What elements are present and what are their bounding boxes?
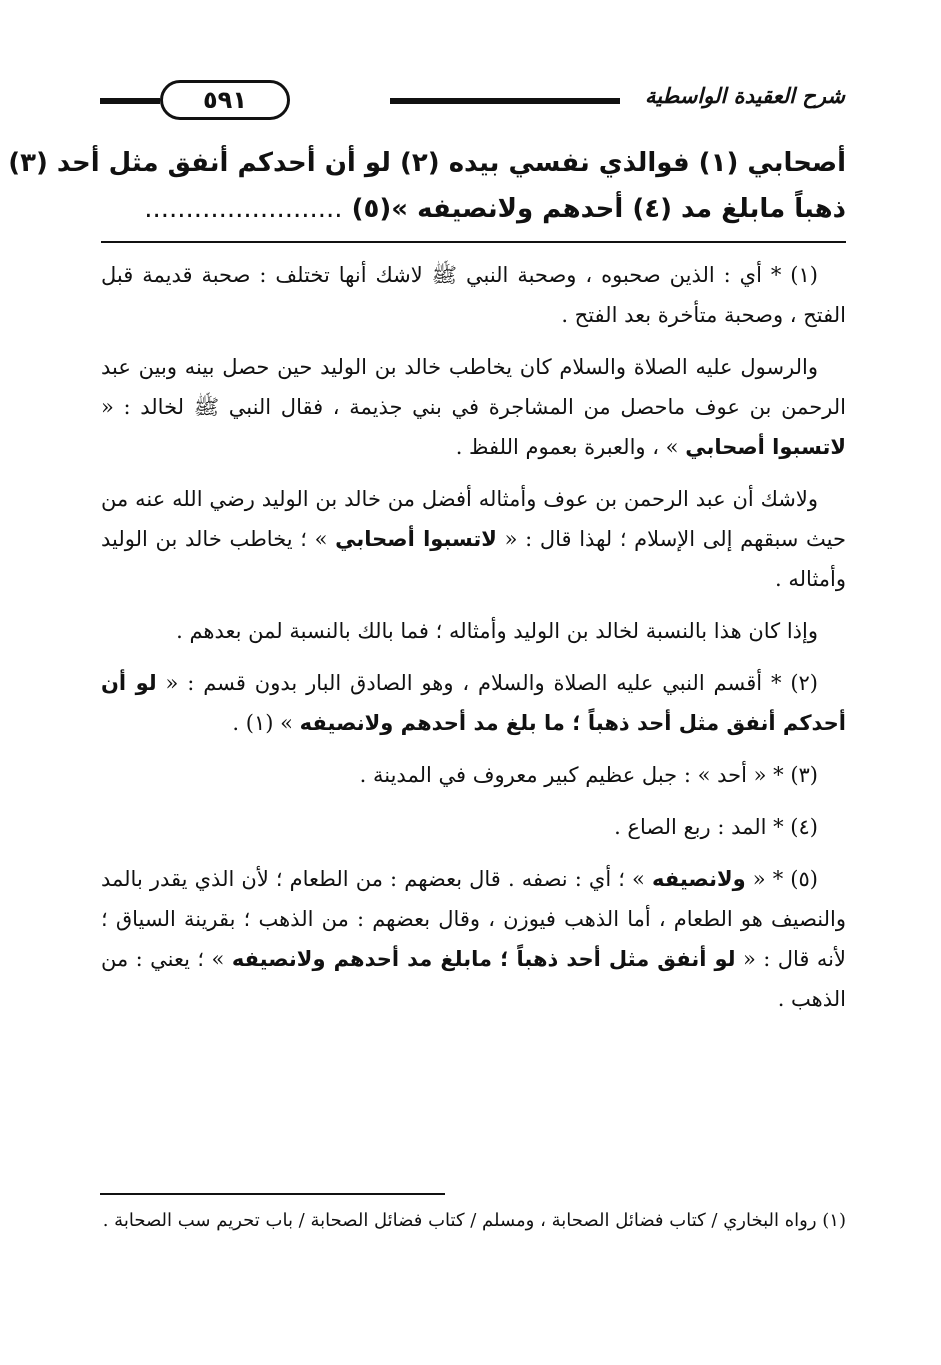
note-5-text-c: » ؛ يعني : من الذهب . <box>101 947 846 1011</box>
text-divider <box>101 241 846 243</box>
hadith-line-1: أصحابي (١) فوالذي نفسي بيده (٢) لو أن أحدكم أنفق مثل أحد (٣) <box>8 148 846 178</box>
note-5-quote-1: ولانصيفه <box>651 867 746 891</box>
paragraph-khalid <box>101 347 846 467</box>
footnote: (١) رواه البخاري / كتاب فضائل الصحابة ، ومسلم / كتاب فضائل الصحابة / باب تحريم سب الصحابة . <box>102 1210 846 1231</box>
running-title: شرح العقيدة الواسطية <box>644 84 845 108</box>
paragraph-khalid-quote: لاتسبوا أصحابي <box>685 435 846 459</box>
note-2-quote: لو أن أحدكم أنفق مثل أحد ذهباً ؛ ما بلغ مد أحدهم ولانصيفه <box>101 671 846 735</box>
note-2 <box>101 663 846 743</box>
note-4: (٤) * المد : ربع الصاع . <box>614 815 818 839</box>
paragraph-after-them: وإذا كان هذا بالنسبة لخالد بن الوليد وأمثاله ؛ فما بالك بالنسبة لمن بعدهم . <box>176 619 818 643</box>
hadith-line-2-text: ذهباً مابلغ مد (٤) أحدهم ولانصيفه »(٥) <box>351 194 846 224</box>
page-header <box>100 70 845 130</box>
header-rule-left <box>100 98 160 104</box>
note-3: (٣) * « أحد » : جبل عظيم كبير معروف في المدينة . <box>359 763 818 787</box>
paragraph-abdulrahman <box>101 479 846 599</box>
note-2-text-b: » (١) . <box>232 711 293 735</box>
dotted-leader: ........................ <box>144 194 343 224</box>
header-rule-right <box>390 98 620 104</box>
paragraph-abdulrahman-text-a: ولاشك أن عبد الرحمن بن عوف وأمثاله أفضل من خالد بن الوليد رضي الله عنه من حيث سبقهم إلى الإسلام ؛ لهذا قال : « <box>101 487 846 551</box>
note-5-text-b: » ؛ أي : نصفه . قال بعضهم : من الطعام ؛ لأن الذي يقدر بالمد والنصيف هو الطعام ، أما الذهب فيوزن ، وقال بعضهم : من الذهب ؛ بقرينة السياق ؛ لأنه قال : « <box>101 867 846 971</box>
paragraph-khalid-text-a: والرسول عليه الصلاة والسلام كان يخاطب خالد بن الوليد حين حصل بينه وبين عبد الرحمن بن عوف ماحصل من المشاجرة في بني جذيمة ، فقال النبي ﷺ لخالد : « <box>101 355 846 419</box>
note-5 <box>101 859 846 1019</box>
commentary <box>101 255 846 1031</box>
note-2-text-a: (٢) * أقسم النبي عليه الصلاة والسلام ، وهو الصادق البار بدون قسم : « <box>165 671 818 695</box>
paragraph-abdulrahman-text-b: » ؛ يخاطب خالد بن الوليد وأمثاله . <box>101 527 846 591</box>
hadith-text <box>8 140 846 232</box>
note-5-quote-2: لو أنفق مثل أحد ذهباً ؛ مابلغ مد أحدهم ولانصيفه <box>231 947 736 971</box>
note-1: (١) * أي : الذين صحبوه ، وصحبة النبي ﷺ لاشك أنها تختلف : صحبة قديمة قبل الفتح ، وصحبة متأخرة بعد الفتح . <box>101 263 846 327</box>
page-number: ٥٩١ <box>160 80 290 120</box>
paragraph-abdulrahman-quote: لاتسبوا أصحابي <box>335 527 497 551</box>
hadith-line-2 <box>101 186 846 232</box>
paragraph-khalid-text-b: » ، والعبرة بعموم اللفظ . <box>455 435 679 459</box>
footnote-rule <box>100 1193 445 1195</box>
note-5-text-a: (٥) * « <box>752 867 818 891</box>
